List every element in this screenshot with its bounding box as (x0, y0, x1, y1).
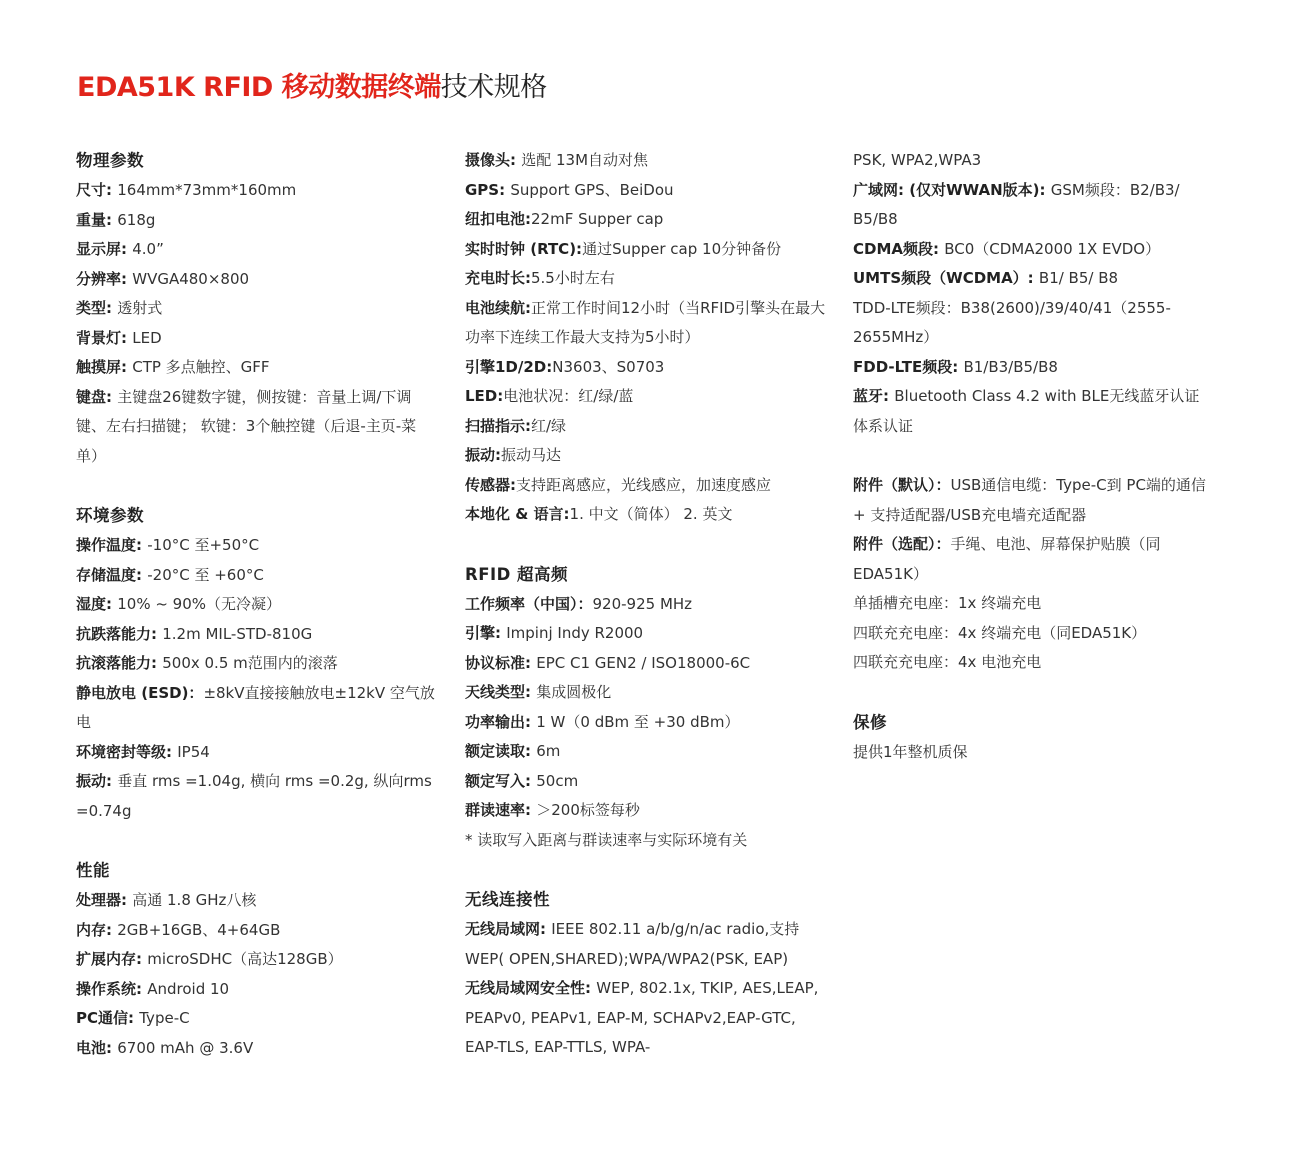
section-spacer (76, 826, 438, 856)
spec-item (465, 649, 827, 679)
spec-label: GPS: (465, 180, 511, 199)
spec-item (465, 974, 827, 1063)
spec-label: 工作频率（中国）： (465, 594, 593, 613)
spec-item (76, 738, 438, 768)
spec-label: 扩展内存: (76, 950, 148, 968)
spec-item (465, 264, 827, 294)
spec-value: -20°C 至 +60°C (147, 565, 264, 584)
spec-value: 6m (536, 742, 561, 760)
spec-item (465, 767, 827, 797)
spec-item (76, 561, 438, 591)
spec-item (465, 500, 827, 530)
spec-item (76, 679, 438, 738)
spec-label: 静电放电 (ESD)： (76, 683, 204, 702)
spec-value: 10% ~ 90%（无冷凝） (117, 595, 282, 613)
spec-value: 电池状况：红/绿/蓝 (503, 387, 634, 405)
title-suffix: 技术规格 (440, 72, 547, 103)
spec-value: 提供1年整机质保 (853, 742, 968, 761)
spec-item (465, 708, 827, 738)
section-spacer (853, 441, 1213, 471)
spec-label: 天线类型: (465, 683, 537, 701)
spec-label: 触摸屏: (76, 358, 133, 376)
section-spacer (465, 855, 827, 885)
spec-item (465, 471, 827, 501)
spec-value: 1. 中文（简体） 2. 英文 (569, 505, 733, 523)
spec-item (465, 294, 827, 353)
spec-value: LED (132, 328, 162, 347)
spec-value: Android 10 (147, 979, 230, 998)
spec-item (853, 353, 1213, 383)
spec-item (76, 649, 438, 679)
spec-item (76, 1034, 438, 1064)
spec-value: 主键盘26键数字键，侧按键：音量上调/下调键、左右扫描键； 软键：3个触控键（后退-主页-菜单） (76, 387, 417, 465)
spec-value: 5.5小时左右 (531, 269, 615, 287)
spec-value: WEP, 802.1x, TKIP, AES,LEAP, PEAPv0, PEAPv1, EAP-M, SCHAPv2,EAP-GTC, EAP-TLS, EAP-TTLS, WPA- (465, 979, 819, 1056)
spec-item (853, 619, 1213, 649)
spec-label: 键盘: (76, 387, 118, 406)
spec-item (76, 294, 438, 324)
spec-value: 50cm (536, 771, 579, 790)
spec-item (76, 235, 438, 265)
spec-value: EPC C1 GEN2 / ISO18000-6C (536, 653, 751, 672)
spec-value: 2GB+16GB、4+64GB (117, 920, 281, 939)
spec-value: 1 W（0 dBm 至 +30 dBm） (536, 712, 740, 731)
spec-item (853, 146, 1213, 176)
spec-item (853, 648, 1213, 678)
spec-value: 1.2m MIL-STD-810G (162, 624, 313, 643)
section-spacer (76, 471, 438, 501)
spec-item (853, 471, 1213, 530)
spec-item (465, 826, 827, 856)
spec-item (465, 353, 827, 383)
spec-value: GSM频段：B2/B3/ B5/B8 (853, 180, 1180, 228)
section-heading: 物理参数 (76, 151, 144, 170)
spec-label: 背景灯: (76, 328, 133, 347)
spec-label: 扫描指示: (465, 416, 531, 435)
spec-item (76, 531, 438, 561)
spec-item (465, 915, 827, 974)
spec-label: 广域网: (仅对WWAN版本): (853, 180, 1051, 199)
spec-label: 附件（默认）： (853, 476, 951, 494)
spec-value: 920-925 MHz (592, 594, 693, 613)
spec-value: 4.0” (132, 240, 164, 258)
spec-value: 通过Supper cap 10分钟备份 (582, 239, 782, 258)
spec-label: PC通信: (76, 1009, 140, 1027)
spec-item (76, 206, 438, 236)
spec-label: 分辨率: (76, 269, 133, 288)
spec-item (853, 294, 1213, 353)
spec-label: 振动: (76, 772, 118, 790)
spec-item (853, 382, 1213, 441)
section-heading: 环境参数 (76, 506, 144, 525)
spec-label: 无线局域网: (465, 920, 552, 938)
spec-label: 操作系统: (76, 979, 148, 998)
spec-label: CDMA频段: (853, 239, 945, 258)
section-heading: RFID 超高频 (465, 564, 569, 584)
spec-value: ＞200标签每秒 (536, 801, 640, 819)
spec-item (853, 589, 1213, 619)
section-heading: 无线连接性 (465, 890, 550, 909)
spec-value: 高通 1.8 GHz八核 (132, 891, 257, 909)
spec-item (465, 441, 827, 471)
spec-item (76, 265, 438, 295)
spec-item (76, 945, 438, 975)
spec-value: Support GPS、BeiDou (510, 180, 674, 199)
spec-label: 实时时钟 (RTC): (465, 239, 583, 258)
spec-label: 引擎1D/2D: (465, 357, 553, 376)
spec-value: N3603、S0703 (552, 357, 665, 376)
section-spacer (853, 678, 1213, 708)
spec-item (465, 176, 827, 206)
spec-item (853, 530, 1213, 589)
spec-value: 四联充充电座：4x 终端充电（同EDA51K） (853, 623, 1147, 642)
spec-item (76, 916, 438, 946)
spec-item (465, 619, 827, 649)
spec-item (853, 176, 1213, 235)
spec-item (853, 264, 1213, 294)
spec-label: 额定读取: (465, 742, 537, 760)
spec-value: 透射式 (117, 299, 163, 317)
spec-label: 环境密封等级: (76, 742, 178, 761)
spec-label: FDD-LTE频段: (853, 357, 964, 376)
spec-item (465, 146, 827, 176)
spec-label: 振动: (465, 446, 501, 464)
spec-column-2 (465, 146, 827, 1063)
spec-value: 红/绿 (531, 416, 567, 435)
page-title (77, 70, 547, 106)
section-heading: 性能 (76, 861, 110, 880)
spec-value: Bluetooth Class 4.2 with BLE无线蓝牙认证体系认证 (853, 387, 1200, 435)
section-spacer (465, 530, 827, 560)
spec-label: 操作温度: (76, 536, 148, 554)
spec-item (76, 1004, 438, 1034)
spec-label: 协议标准: (465, 653, 537, 672)
spec-value: 集成圆极化 (536, 683, 612, 701)
spec-item (76, 886, 438, 916)
spec-label: 处理器: (76, 891, 133, 909)
spec-label: 类型: (76, 299, 118, 317)
spec-label: UMTS频段（WCDMA）: (853, 269, 1039, 287)
spec-item (465, 737, 827, 767)
spec-value: Type-C (139, 1009, 190, 1027)
spec-label: 电池续航: (465, 298, 531, 317)
spec-item (76, 590, 438, 620)
spec-item (465, 205, 827, 235)
spec-label: 额定写入: (465, 771, 537, 790)
spec-value: * 读取写入距离与群读速率与实际环境有关 (465, 830, 748, 849)
spec-item (76, 324, 438, 354)
spec-label: 群读速率: (465, 801, 537, 819)
spec-label: 尺寸: (76, 181, 118, 199)
spec-item (853, 235, 1213, 265)
spec-label: 传感器: (465, 475, 516, 494)
spec-label: 内存: (76, 920, 118, 939)
spec-label: 引擎: (465, 624, 507, 642)
spec-column-3 (853, 146, 1213, 767)
spec-value: 618g (117, 210, 156, 229)
spec-item (465, 678, 827, 708)
spec-value: 振动马达 (501, 446, 562, 464)
spec-label: 电池: (76, 1038, 118, 1057)
spec-value: WVGA480×800 (132, 269, 250, 288)
spec-value: 选配 13M自动对焦 (521, 151, 649, 169)
spec-label: 本地化 & 语言: (465, 505, 570, 523)
spec-column-1 (76, 146, 438, 1063)
spec-value: 正常工作时间12小时（当RFID引擎头在最大功率下连续工作最大支持为5小时） (465, 298, 826, 346)
spec-value: 164mm*73mm*160mm (117, 181, 297, 199)
spec-value: PSK, WPA2,WPA3 (853, 151, 982, 169)
spec-item (465, 590, 827, 620)
spec-value: Impinj Indy R2000 (506, 624, 644, 642)
spec-item (465, 796, 827, 826)
spec-label: 充电时长: (465, 269, 531, 287)
spec-value: 垂直 rms =1.04g, 横向 rms =0.2g, 纵向rms =0.74g (76, 772, 432, 820)
spec-label: 纽扣电池: (465, 210, 531, 228)
spec-value: IEEE 802.11 a/b/g/n/ac radio,支持WEP( OPEN,SHARED);WPA/WPA2(PSK, EAP) (465, 920, 800, 968)
title-product-name: EDA51K RFID 移动数据终端 (77, 72, 441, 103)
spec-value: BC0（CDMA2000 1X EVDO） (944, 239, 1161, 258)
spec-value: microSDHC（高达128GB） (147, 950, 343, 968)
spec-value: ±8kV直接接触放电±12kV 空气放电 (76, 683, 435, 731)
spec-item (465, 382, 827, 412)
spec-item (76, 767, 438, 826)
spec-label: 无线局域网安全性: (465, 979, 597, 997)
section-heading: 保修 (853, 712, 887, 732)
spec-label: 显示屏: (76, 240, 133, 258)
spec-value: TDD-LTE频段：B38(2600)/39/40/41（2555-2655MHz） (853, 298, 1171, 346)
spec-label: LED: (465, 387, 504, 405)
spec-item (76, 353, 438, 383)
spec-label: 抗滚落能力: (76, 654, 163, 672)
spec-label: 摄像头: (465, 151, 522, 169)
spec-label: 抗跌落能力: (76, 624, 163, 643)
spec-value: 单插槽充电座：1x 终端充电 (853, 594, 1042, 612)
spec-value: 手绳、电池、屏幕保护贴膜（同EDA51K） (853, 535, 1161, 583)
spec-label: 附件（选配）： (853, 535, 951, 553)
spec-item (853, 738, 1213, 768)
spec-item (76, 975, 438, 1005)
spec-value: 6700 mAh @ 3.6V (117, 1038, 254, 1057)
spec-item (465, 235, 827, 265)
spec-value: IP54 (177, 742, 210, 761)
spec-value: B1/ B5/ B8 (1038, 269, 1119, 287)
spec-label: 存储温度: (76, 565, 148, 584)
spec-label: 湿度: (76, 595, 118, 613)
spec-item (76, 620, 438, 650)
spec-value: USB通信电缆：Type-C到 PC端的通信 + 支持适配器/USB充电墙充适配器 (853, 476, 1206, 524)
spec-value: CTP 多点触控、GFF (132, 358, 270, 376)
spec-value: -10°C 至+50°C (147, 536, 260, 554)
spec-item (76, 176, 438, 206)
spec-item (76, 383, 438, 472)
spec-value: 500x 0.5 m范围内的滚落 (162, 654, 338, 672)
spec-value: 22mF Supper cap (531, 210, 664, 228)
spec-label: 重量: (76, 210, 118, 229)
spec-value: B1/B3/B5/B8 (963, 357, 1058, 376)
spec-label: 功率输出: (465, 712, 537, 731)
spec-value: 支持距离感应，光线感应，加速度感应 (516, 475, 772, 494)
spec-value: 四联充充电座：4x 电池充电 (853, 653, 1042, 671)
spec-label: 蓝牙: (853, 387, 895, 405)
spec-item (465, 412, 827, 442)
